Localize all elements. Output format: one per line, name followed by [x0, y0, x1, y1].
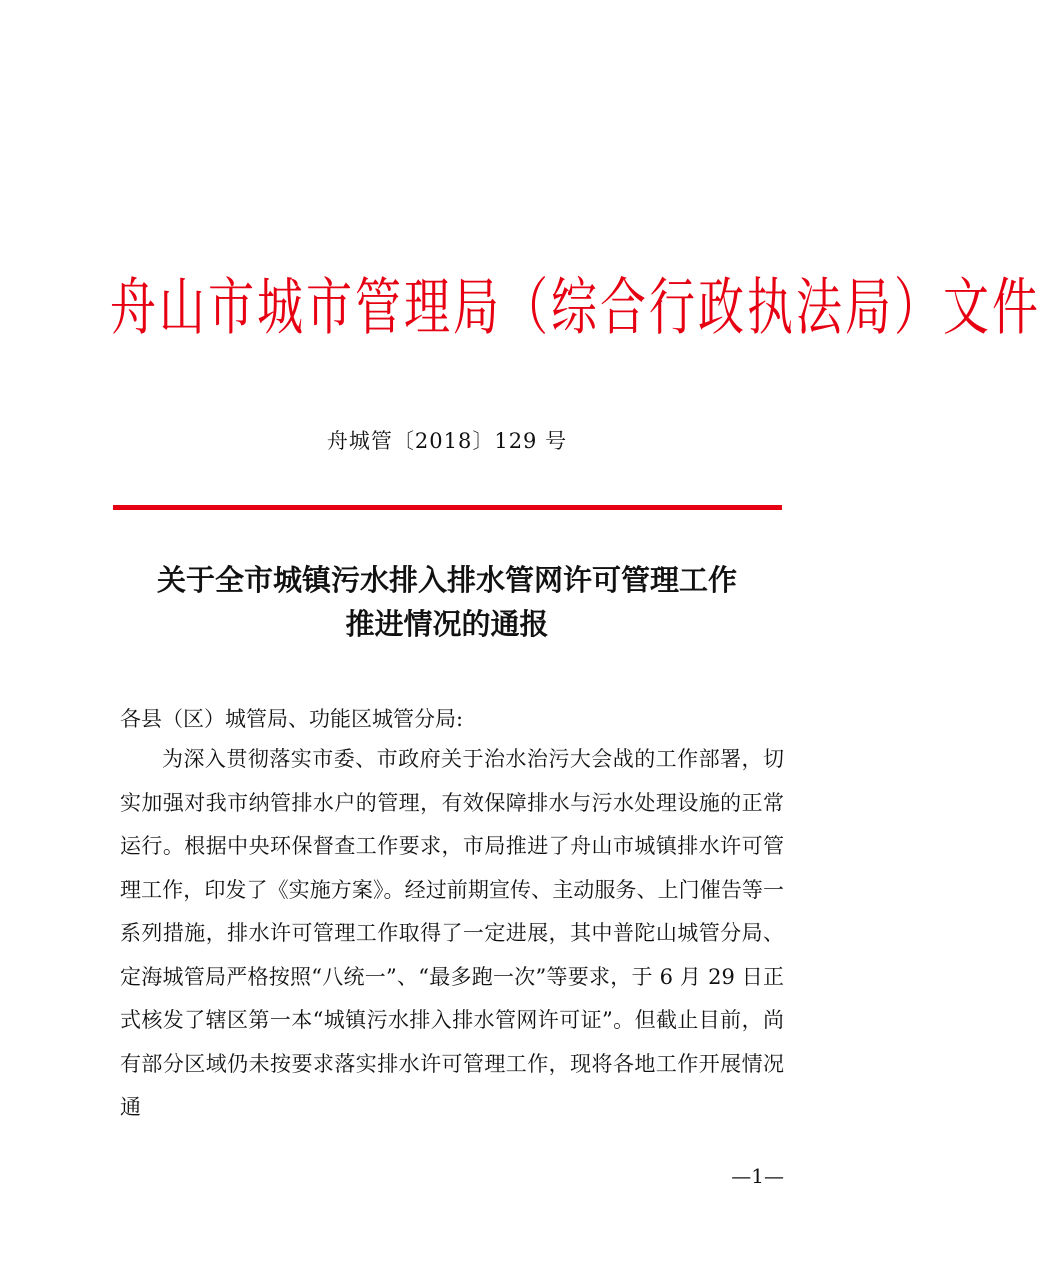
document-number: 舟城管〔2018〕129 号 [326, 429, 568, 453]
issuer-header: 舟山市城市管理局（综合行政执法局）文件 [110, 270, 1041, 344]
page-number: —1— [731, 1164, 784, 1188]
salutation: 各县（区）城管局、功能区城管分局: [120, 707, 464, 731]
red-divider-line [113, 505, 782, 510]
title-line-1: 关于全市城镇污水排入排水管网许可管理工作 [156, 563, 737, 597]
document-title [100, 558, 794, 646]
body-paragraph: 为深入贯彻落实市委、市政府关于治水治污大会战的工作部署，切实加强对我市纳管排水户的管理，有效保障排水与污水处理设施的正常运行。根据中央环保督查工作要求，市局推进了舟山市城镇排水许可管理工作，印发了《实施方案》。经过前期宣传、主动服务、上门催告等一系列措施，排水许可管理工作取得了一定进展，其中普陀山城管分局、定海城管局严格按照“八统一”、“最多跑一次”等要求，于 6 月 29 日正式核发了辖区第一本“城镇污水排入排水管网许可证”。但截止目前，尚有部分区域仍未按要求落实排水许可管理工作，现将各地工作开展情况通 [120, 747, 784, 1119]
title-line-2: 推进情况的通报 [345, 607, 549, 641]
